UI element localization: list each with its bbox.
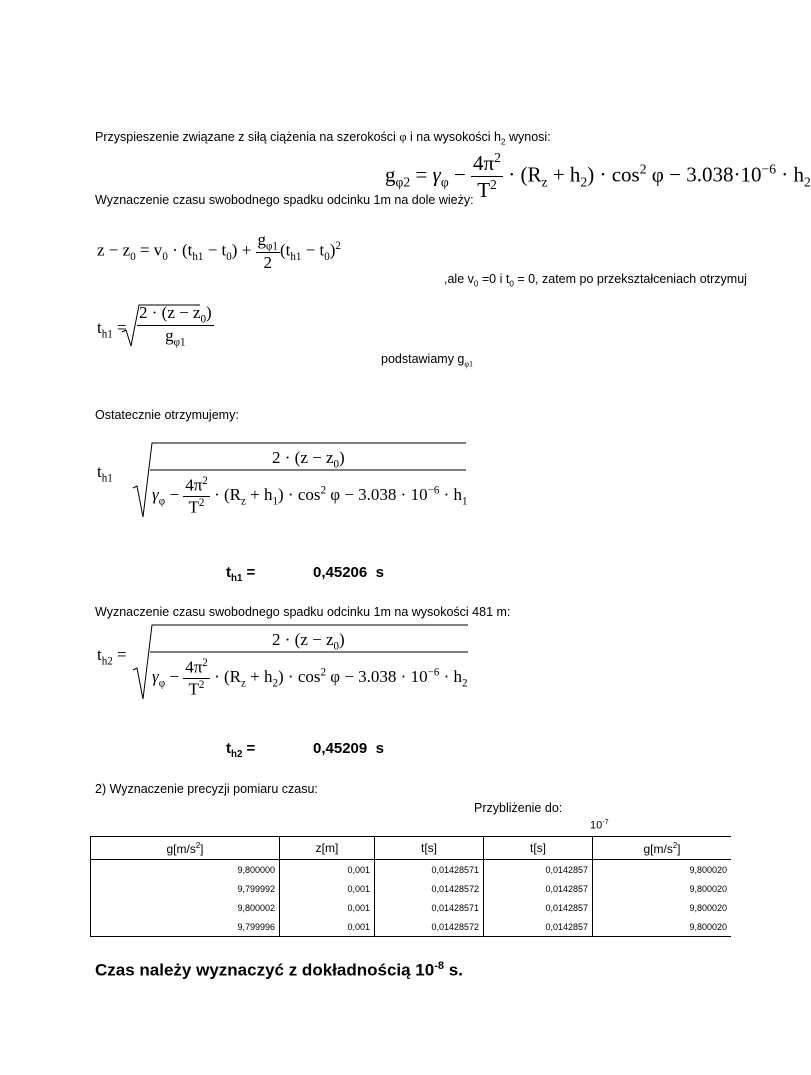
cell: 0,0142857 <box>484 860 593 880</box>
b1-gamma-sub: φ <box>158 495 166 508</box>
b2-minus: − <box>165 667 184 687</box>
cell: 9,800020 <box>593 917 732 937</box>
cell: 9,800000 <box>91 860 280 880</box>
cell: 0,001 <box>280 879 375 898</box>
f-gamma: γ <box>432 162 441 187</box>
table-row <box>91 898 732 917</box>
r1-value: 0,45206 <box>313 564 368 581</box>
th-g <box>91 837 280 860</box>
b1-rest: · (R <box>209 485 241 505</box>
m-sub: h1 <box>290 251 302 263</box>
f-cos: ) · cos <box>587 162 640 187</box>
f-tail: φ − 3.038·10 <box>646 162 762 187</box>
b1-exp: −6 <box>427 484 440 497</box>
b2-gamma-sub: φ <box>158 677 166 690</box>
m-sup: 2 <box>335 239 341 252</box>
r1-eq: = <box>242 564 256 581</box>
f-gamma-sub: φ <box>440 174 449 190</box>
b1-gamma: γ <box>152 485 159 505</box>
b2-fnum-sup: 2 <box>202 657 208 669</box>
th-z <box>280 837 375 860</box>
cell: 0,01428572 <box>375 879 484 898</box>
b1-rz: z <box>240 495 246 508</box>
th-t2 <box>484 837 593 860</box>
cell: 0,0142857 <box>484 898 593 917</box>
note-part: ,ale v <box>444 272 474 286</box>
s-lhs: t <box>97 318 102 337</box>
cell: 9,799992 <box>91 879 280 898</box>
b2-lhs-sub: h2 <box>101 655 113 668</box>
th-text: g[m/s <box>643 841 673 856</box>
m-sub: 0 <box>130 251 136 263</box>
b2-h-end-sub: 2 <box>462 677 468 690</box>
f-rz: z <box>541 174 548 190</box>
r2-value: 0,45209 <box>313 740 368 757</box>
b2-num: 2 · (z − z <box>272 630 334 649</box>
m-part: z − z <box>97 240 131 260</box>
f-den: T <box>477 178 491 202</box>
m-sub: φ1 <box>266 240 278 253</box>
cell: 9,800020 <box>593 860 732 880</box>
conclusion-text: Czas należy wyznaczyć z dokładnością 10 <box>95 960 435 980</box>
r1-t: t <box>226 564 231 581</box>
b2-h: · h <box>439 667 463 687</box>
b2-exp: −6 <box>427 666 440 679</box>
cell: 9,800002 <box>91 898 280 917</box>
f-rest: (R <box>520 162 542 187</box>
f-den-sup: 2 <box>490 177 497 192</box>
th-text: g[m/s <box>166 841 196 856</box>
b2-tail: φ − 3.038 · 10 <box>326 667 428 687</box>
formula-g-phi2: $g_{\varphi 2} = \gamma_\varphi$ − $\frac{4\pi^2}{T^2}$ · $(R_z + h_2) \cdot \cos^2 \varphi - 3.038\cdot 10^{-6} \cdot h_2$ <box>385 150 811 202</box>
sqrt-short <box>122 305 200 346</box>
intro-part: wynosi: <box>505 130 551 144</box>
cell: 0,0142857 <box>484 879 593 898</box>
b1-cos-sup: 2 <box>320 484 327 497</box>
cell: 0,001 <box>280 917 375 937</box>
r1-unit: s <box>375 564 384 581</box>
th-sup: 2 <box>672 840 678 850</box>
th-end: ] <box>677 841 681 856</box>
th-text: t[s] <box>420 841 437 855</box>
b2-num-sub: 0 <box>333 640 340 653</box>
b2-fden-sup: 2 <box>198 678 205 691</box>
s-num-end: ) <box>206 303 212 322</box>
note-sub: 0 <box>509 279 514 289</box>
conclusion <box>95 960 463 981</box>
b2-gamma: γ <box>152 667 159 687</box>
th-end: ] <box>200 841 204 856</box>
approx-exp: -7 <box>602 818 609 826</box>
m-sub: 0 <box>162 251 168 263</box>
f-h2-sub: 2 <box>804 174 811 190</box>
s-lhs-sub: h1 <box>101 328 113 341</box>
b1-cos: ) · cos <box>278 485 321 505</box>
table-row <box>91 860 732 880</box>
r2-sub: h2 <box>231 749 243 760</box>
cell: 0,01428571 <box>375 898 484 917</box>
b1-h-end-sub: 1 <box>462 495 468 508</box>
b2-rz: z <box>240 677 246 690</box>
b1-plus: + h <box>245 485 273 505</box>
table-row <box>91 879 732 898</box>
sqrt-big2 <box>133 625 468 699</box>
m-sub: h1 <box>192 251 204 263</box>
phi-symbol: φ <box>399 130 407 144</box>
r2-unit: s <box>375 740 384 757</box>
s-den-sub: φ1 <box>173 336 186 349</box>
th-text: t[s] <box>529 841 546 855</box>
b2-h-sub: 2 <box>272 677 279 690</box>
cell: 9,800020 <box>593 898 732 917</box>
f-num-sup: 2 <box>494 150 501 165</box>
th-g2 <box>593 837 732 860</box>
table-header-row <box>91 837 732 860</box>
th-text: z[m] <box>315 841 339 855</box>
results-table <box>90 836 731 937</box>
cell: 0,01428571 <box>375 860 484 880</box>
m-part: ) <box>329 240 336 260</box>
f-cos-sup: 2 <box>639 161 647 177</box>
m-part: − t <box>301 240 325 260</box>
b1-minus: − <box>165 485 184 505</box>
b2-cos: ) · cos <box>278 667 321 687</box>
note-part: = 0, zatem po przekształceniach otrzymuj <box>513 272 747 286</box>
b1-num-end: ) <box>339 448 345 467</box>
b1-lhs-sub: h1 <box>101 472 113 485</box>
eq-th1-lhs: $t_{h1}$ = <box>97 318 127 341</box>
eq-big2-lhs: $t_{h2}$ = <box>97 645 127 668</box>
cell: 0,0142857 <box>484 917 593 937</box>
approx-base: 10 <box>590 819 603 832</box>
m-sub: 0 <box>324 251 330 263</box>
conclusion-exp: -8 <box>434 960 445 972</box>
f-h: + h <box>547 162 581 187</box>
r1-sub: h1 <box>231 573 243 584</box>
f-h-sub: 2 <box>580 174 588 190</box>
precision-title: 2) Wyznaczenie precyzji pomiaru czasu: <box>95 782 318 796</box>
b1-fden-sup: 2 <box>198 496 205 509</box>
b1-fnum: 4π <box>185 475 203 495</box>
s-den: g <box>165 326 174 346</box>
note-part: =0 i t <box>478 272 510 286</box>
b1-num-sub: 0 <box>333 458 340 471</box>
m-frac-den: 2 <box>263 253 272 273</box>
m-part: − t <box>203 240 227 260</box>
final-label: Ostatecznie otrzymujemy: <box>95 408 239 422</box>
b1-tail: φ − 3.038 · 10 <box>326 485 428 505</box>
m-part: ) + <box>231 240 256 260</box>
sub-sub: φ1 <box>464 359 474 369</box>
cell: 9,800020 <box>593 879 732 898</box>
b1-num: 2 · (z − z <box>272 448 334 467</box>
r2-t: t <box>226 740 231 757</box>
sqrt-big1 <box>133 443 466 517</box>
th-t1 <box>375 837 484 860</box>
section-top-title: Wyznaczenie czasu swobodnego spadku odcinku 1m na wysokości 481 m: <box>95 605 511 619</box>
b1-h-sub: 1 <box>272 495 279 508</box>
s-num: 2 · (z − z <box>139 303 201 322</box>
f-exp: −6 <box>761 161 777 177</box>
b2-num-end: ) <box>339 630 345 649</box>
b2-fden: T <box>188 679 199 699</box>
b1-lhs: t <box>97 462 102 481</box>
m-part: · (t <box>167 240 193 260</box>
table-row <box>91 917 732 937</box>
r2-eq: = <box>242 740 256 757</box>
f-h2: · h <box>776 162 805 187</box>
intro-part: Przyspieszenie związane z siłą ciążenia na szerokości <box>95 130 400 144</box>
sub-part: podstawiamy g <box>381 352 465 366</box>
s-num-sub: 0 <box>200 313 207 326</box>
m-sub: 0 <box>226 251 232 263</box>
b2-lhs: t <box>97 645 102 664</box>
b2-fnum: 4π <box>185 657 203 677</box>
cell: 0,001 <box>280 898 375 917</box>
b2-plus: + h <box>245 667 273 687</box>
m-frac-num: g <box>257 230 267 249</box>
b2-rest: · (R <box>209 667 241 687</box>
f-num: 4π <box>473 151 495 175</box>
m-part: (t <box>279 240 291 260</box>
approx-label: Przybliżenie do: <box>474 801 563 815</box>
b1-fden: T <box>188 497 199 517</box>
cell: 9,799996 <box>91 917 280 937</box>
f-lhs-sub: φ2 <box>395 174 411 190</box>
b1-fnum-sup: 2 <box>202 475 208 487</box>
m-part: = v <box>135 240 163 260</box>
conclusion-end: s. <box>444 960 463 980</box>
note-sub: 0 <box>473 279 479 289</box>
cell: 0,01428572 <box>375 917 484 937</box>
b2-cos-sup: 2 <box>320 666 327 679</box>
th-sup: 2 <box>195 840 201 850</box>
section-bottom-title: Wyznaczenie czasu swobodnego spadku odcinku 1m na dole wieży: <box>95 193 474 207</box>
b1-h: · h <box>439 485 463 505</box>
cell: 0,001 <box>280 860 375 880</box>
f-lhs: g <box>385 162 396 187</box>
intro-part: i na wysokości h <box>406 130 502 144</box>
intro-sub: 2 <box>501 137 506 147</box>
